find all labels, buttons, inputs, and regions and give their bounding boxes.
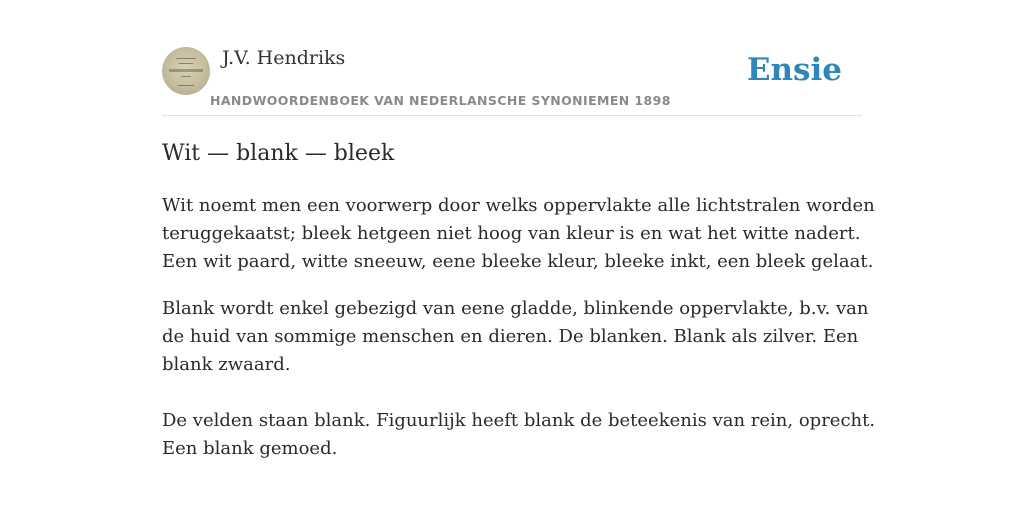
book-cover-avatar[interactable] (162, 47, 210, 95)
entry-paragraph: Blank wordt enkel gebezigd van eene gladde, blinkende oppervlakte, b.v. van de huid van sommige menschen en dieren. De blanken. Blank als zilver. Een blank zwaard. (162, 298, 869, 375)
ensie-logo[interactable]: Ensie (746, 52, 842, 88)
cover-line (176, 58, 196, 59)
cover-title-band (169, 69, 203, 72)
entry-title: Wit — blank — bleek (162, 141, 395, 166)
entry-paragraph: De velden staan blank. Figuurlijk heeft blank de beteekenis van rein, oprecht. Een blank gemoed. (162, 410, 876, 459)
source-title[interactable]: HANDWOORDENBOEK VAN NEDERLANSCHE SYNONIEMEN 1898 (210, 93, 671, 108)
cover-line (179, 63, 193, 64)
cover-line (181, 76, 191, 77)
cover-line (178, 85, 194, 86)
entry-header (162, 46, 862, 116)
entry-paragraph: Wit noemt men een voorwerp door welks oppervlakte alle lichtstralen worden teruggekaatst; bleek hetgeen niet hoog van kleur is en wat het witte nadert. Een wit paard, witte sneeuw, eene bleeke kleur, bleeke inkt, een bleek gelaat. (162, 195, 875, 272)
author-name[interactable]: J.V. Hendriks (222, 47, 346, 69)
